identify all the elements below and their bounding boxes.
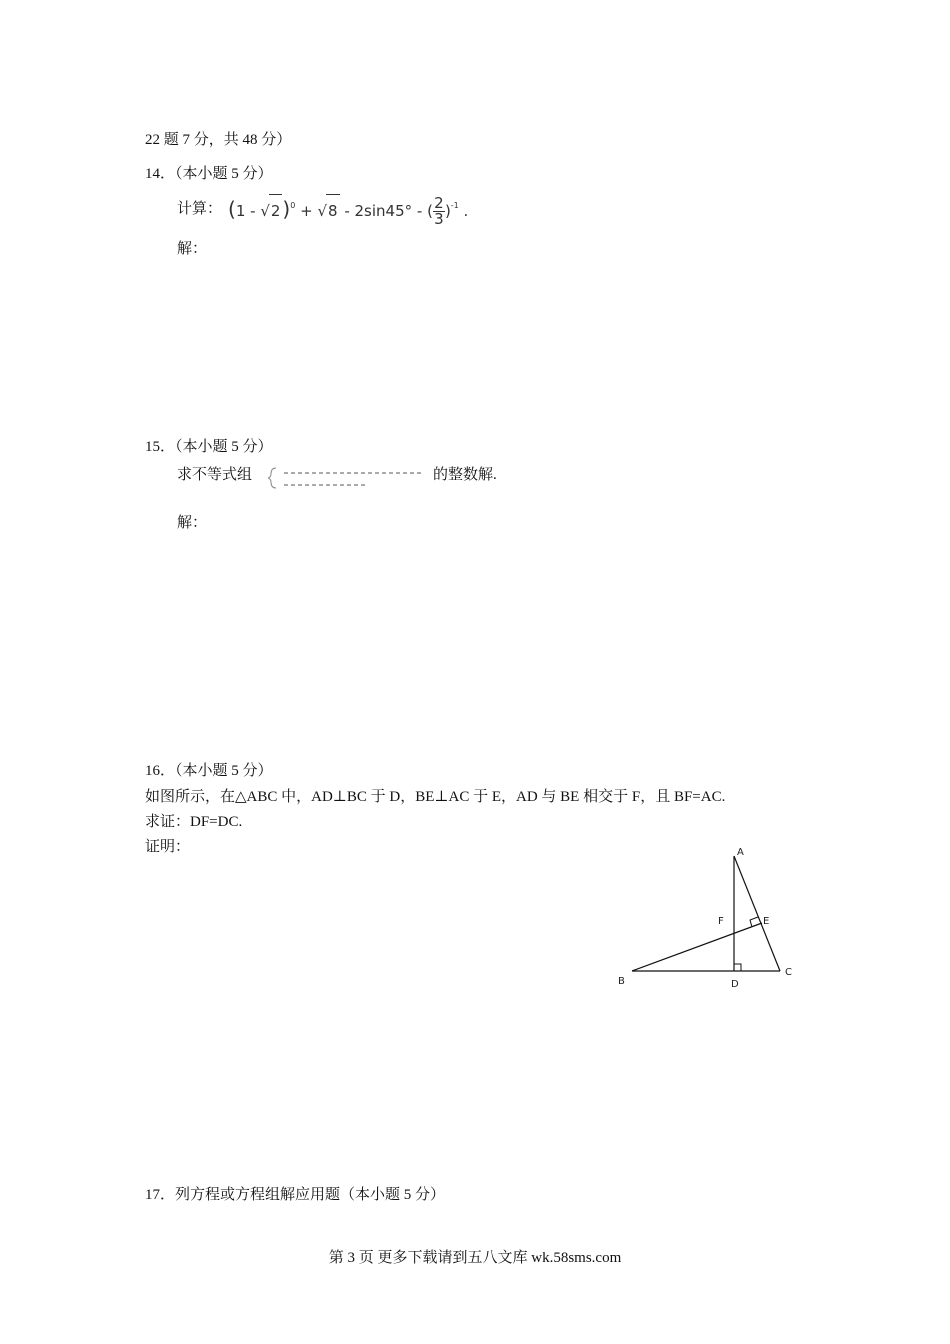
q15-prompt-prefix: 求不等式组 (177, 467, 253, 483)
label-e: E (763, 916, 770, 927)
q17-number: 17．列方程或方程组解应用题（本小题 5 分） (145, 1187, 446, 1203)
q16-number: 16．（本小题 5 分） (145, 763, 273, 779)
q16-prove: 求证：DF=DC. (145, 814, 243, 830)
q14-answer-label: 解： (177, 241, 208, 257)
segment-be (632, 923, 762, 971)
q14-prompt: 计算： (177, 201, 223, 217)
side-ac (734, 856, 780, 971)
q15-number: 15．（本小题 5 分） (145, 439, 273, 455)
q15-prompt-suffix: 的整数解. (433, 467, 497, 483)
label-a: A (737, 847, 744, 858)
q16-statement: 如图所示，在△ABC 中，AD⊥BC 于 D，BE⊥AC 于 E，AD 与 BE 相交于 F，且 BF=AC. (145, 789, 726, 805)
points-continuation: 22 题 7 分，共 48 分） (145, 132, 292, 148)
label-d: D (731, 979, 739, 990)
q15-inequality-system (268, 462, 428, 494)
q14-expression: (1 - √2 )$^0$ + √8 - 2sin45° - ( $\frac{2}{3}$ )$^{-1}$ . (228, 194, 469, 228)
page-footer: 第 3 页 更多下载请到五八文库 wk.58sms.com (328, 1250, 622, 1266)
right-angle-d (734, 964, 741, 971)
label-f: F (718, 916, 724, 927)
q14-number: 14．（本小题 5 分） (145, 166, 273, 182)
q15-answer-label: 解： (177, 515, 208, 531)
triangle-figure (612, 840, 812, 990)
label-b: B (618, 976, 625, 987)
q16-proof-label: 证明： (145, 839, 191, 855)
label-c: C (785, 967, 792, 978)
side-ab (632, 856, 734, 971)
